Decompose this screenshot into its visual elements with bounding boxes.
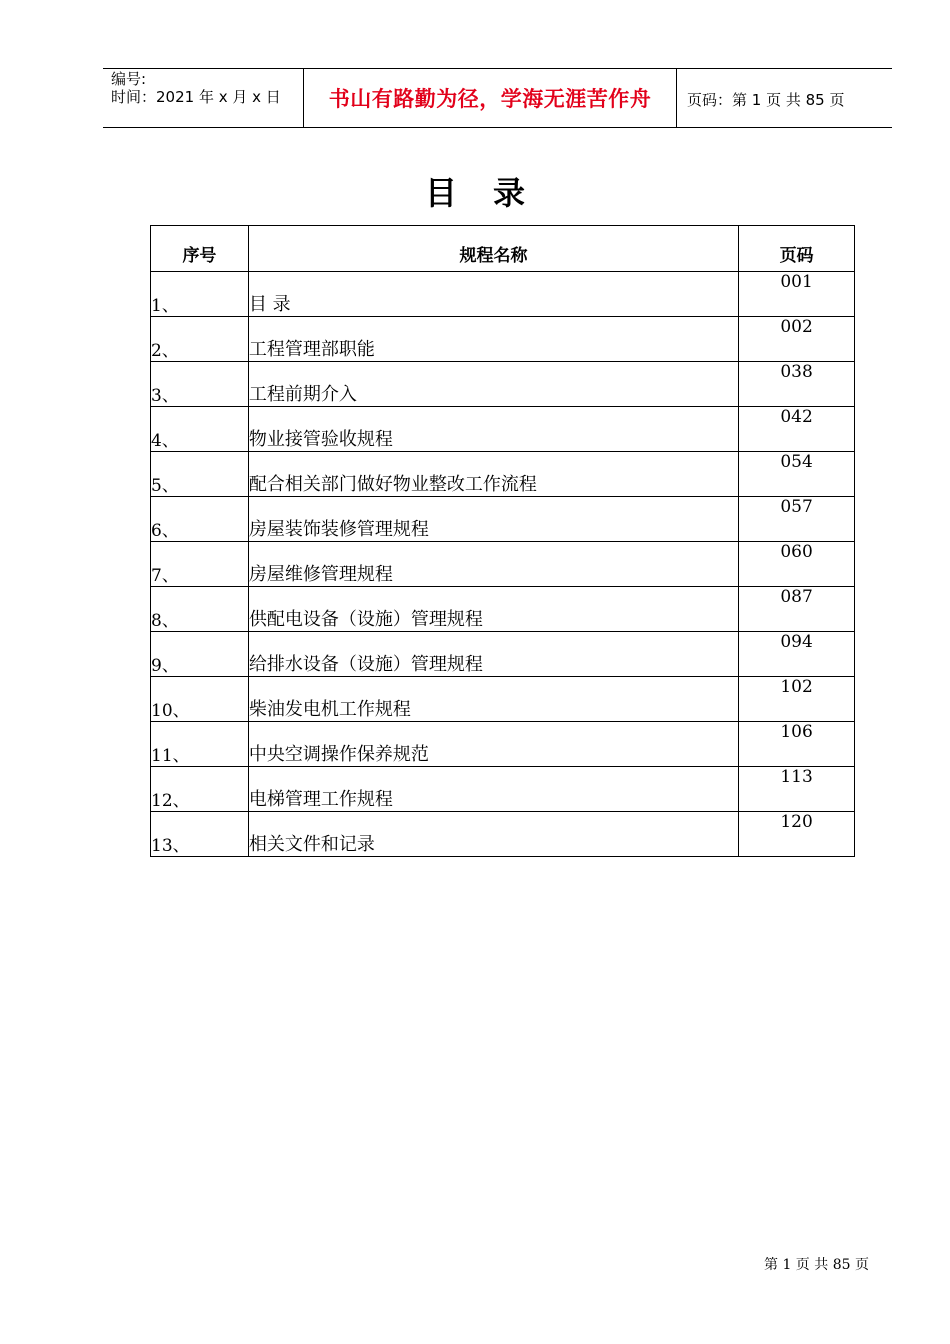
row-name: 中央空调操作保养规范	[248, 722, 738, 767]
row-no: 4、	[151, 407, 249, 452]
page-header	[103, 68, 892, 128]
motto-text: 书山有路勤为径，学海无涯苦作舟	[328, 87, 652, 111]
row-name: 房屋装饰装修管理规程	[248, 497, 738, 542]
row-no: 6、	[151, 497, 249, 542]
row-name: 物业接管验收规程	[248, 407, 738, 452]
table-row	[151, 542, 855, 587]
table-row	[151, 272, 855, 317]
row-page: 001	[739, 272, 855, 317]
header-name: 规程名称	[248, 226, 738, 272]
row-no: 10、	[151, 677, 249, 722]
row-page: 102	[739, 677, 855, 722]
header-page-cell	[677, 69, 892, 127]
row-page: 120	[739, 812, 855, 857]
row-page: 054	[739, 452, 855, 497]
header-motto-cell	[303, 69, 677, 127]
row-no: 9、	[151, 632, 249, 677]
row-name: 相关文件和记录	[248, 812, 738, 857]
row-no: 1、	[151, 272, 249, 317]
row-name: 工程前期介入	[248, 362, 738, 407]
header-page-info: 页码：第 1 页 共 85 页	[687, 91, 845, 109]
row-name: 配合相关部门做好物业整改工作流程	[248, 452, 738, 497]
row-page: 038	[739, 362, 855, 407]
row-name: 工程管理部职能	[248, 317, 738, 362]
row-page: 042	[739, 407, 855, 452]
row-name: 房屋维修管理规程	[248, 542, 738, 587]
row-name: 柴油发电机工作规程	[248, 677, 738, 722]
row-page: 057	[739, 497, 855, 542]
row-name: 电梯管理工作规程	[248, 767, 738, 812]
table-row	[151, 812, 855, 857]
row-name: 供配电设备（设施）管理规程	[248, 587, 738, 632]
toc-table	[150, 225, 855, 857]
table-row	[151, 497, 855, 542]
row-page: 060	[739, 542, 855, 587]
header-page: 页码	[739, 226, 855, 272]
row-page: 106	[739, 722, 855, 767]
table-row	[151, 632, 855, 677]
row-no: 5、	[151, 452, 249, 497]
table-row	[151, 677, 855, 722]
row-name: 给排水设备（设施）管理规程	[248, 632, 738, 677]
row-page: 002	[739, 317, 855, 362]
table-row	[151, 767, 855, 812]
document-title: 目录	[424, 174, 561, 212]
table-row	[151, 587, 855, 632]
page-footer: 第 1 页 共 85 页	[764, 1257, 869, 1273]
table-row	[151, 452, 855, 497]
table-row	[151, 722, 855, 767]
row-page: 113	[739, 767, 855, 812]
row-no: 2、	[151, 317, 249, 362]
row-page: 087	[739, 587, 855, 632]
row-page: 094	[739, 632, 855, 677]
table-row	[151, 362, 855, 407]
table-row	[151, 317, 855, 362]
time-label: 时间：2021 年 x 月 x 日	[111, 88, 281, 106]
table-row	[151, 407, 855, 452]
row-no: 12、	[151, 767, 249, 812]
header-seq: 序号	[151, 226, 249, 272]
row-no: 11、	[151, 722, 249, 767]
toc-header-row	[151, 226, 855, 272]
row-no: 8、	[151, 587, 249, 632]
header-meta	[103, 69, 303, 127]
row-name: 目 录	[248, 272, 738, 317]
row-no: 3、	[151, 362, 249, 407]
number-label: 编号:	[111, 70, 147, 88]
row-no: 13、	[151, 812, 249, 857]
row-no: 7、	[151, 542, 249, 587]
